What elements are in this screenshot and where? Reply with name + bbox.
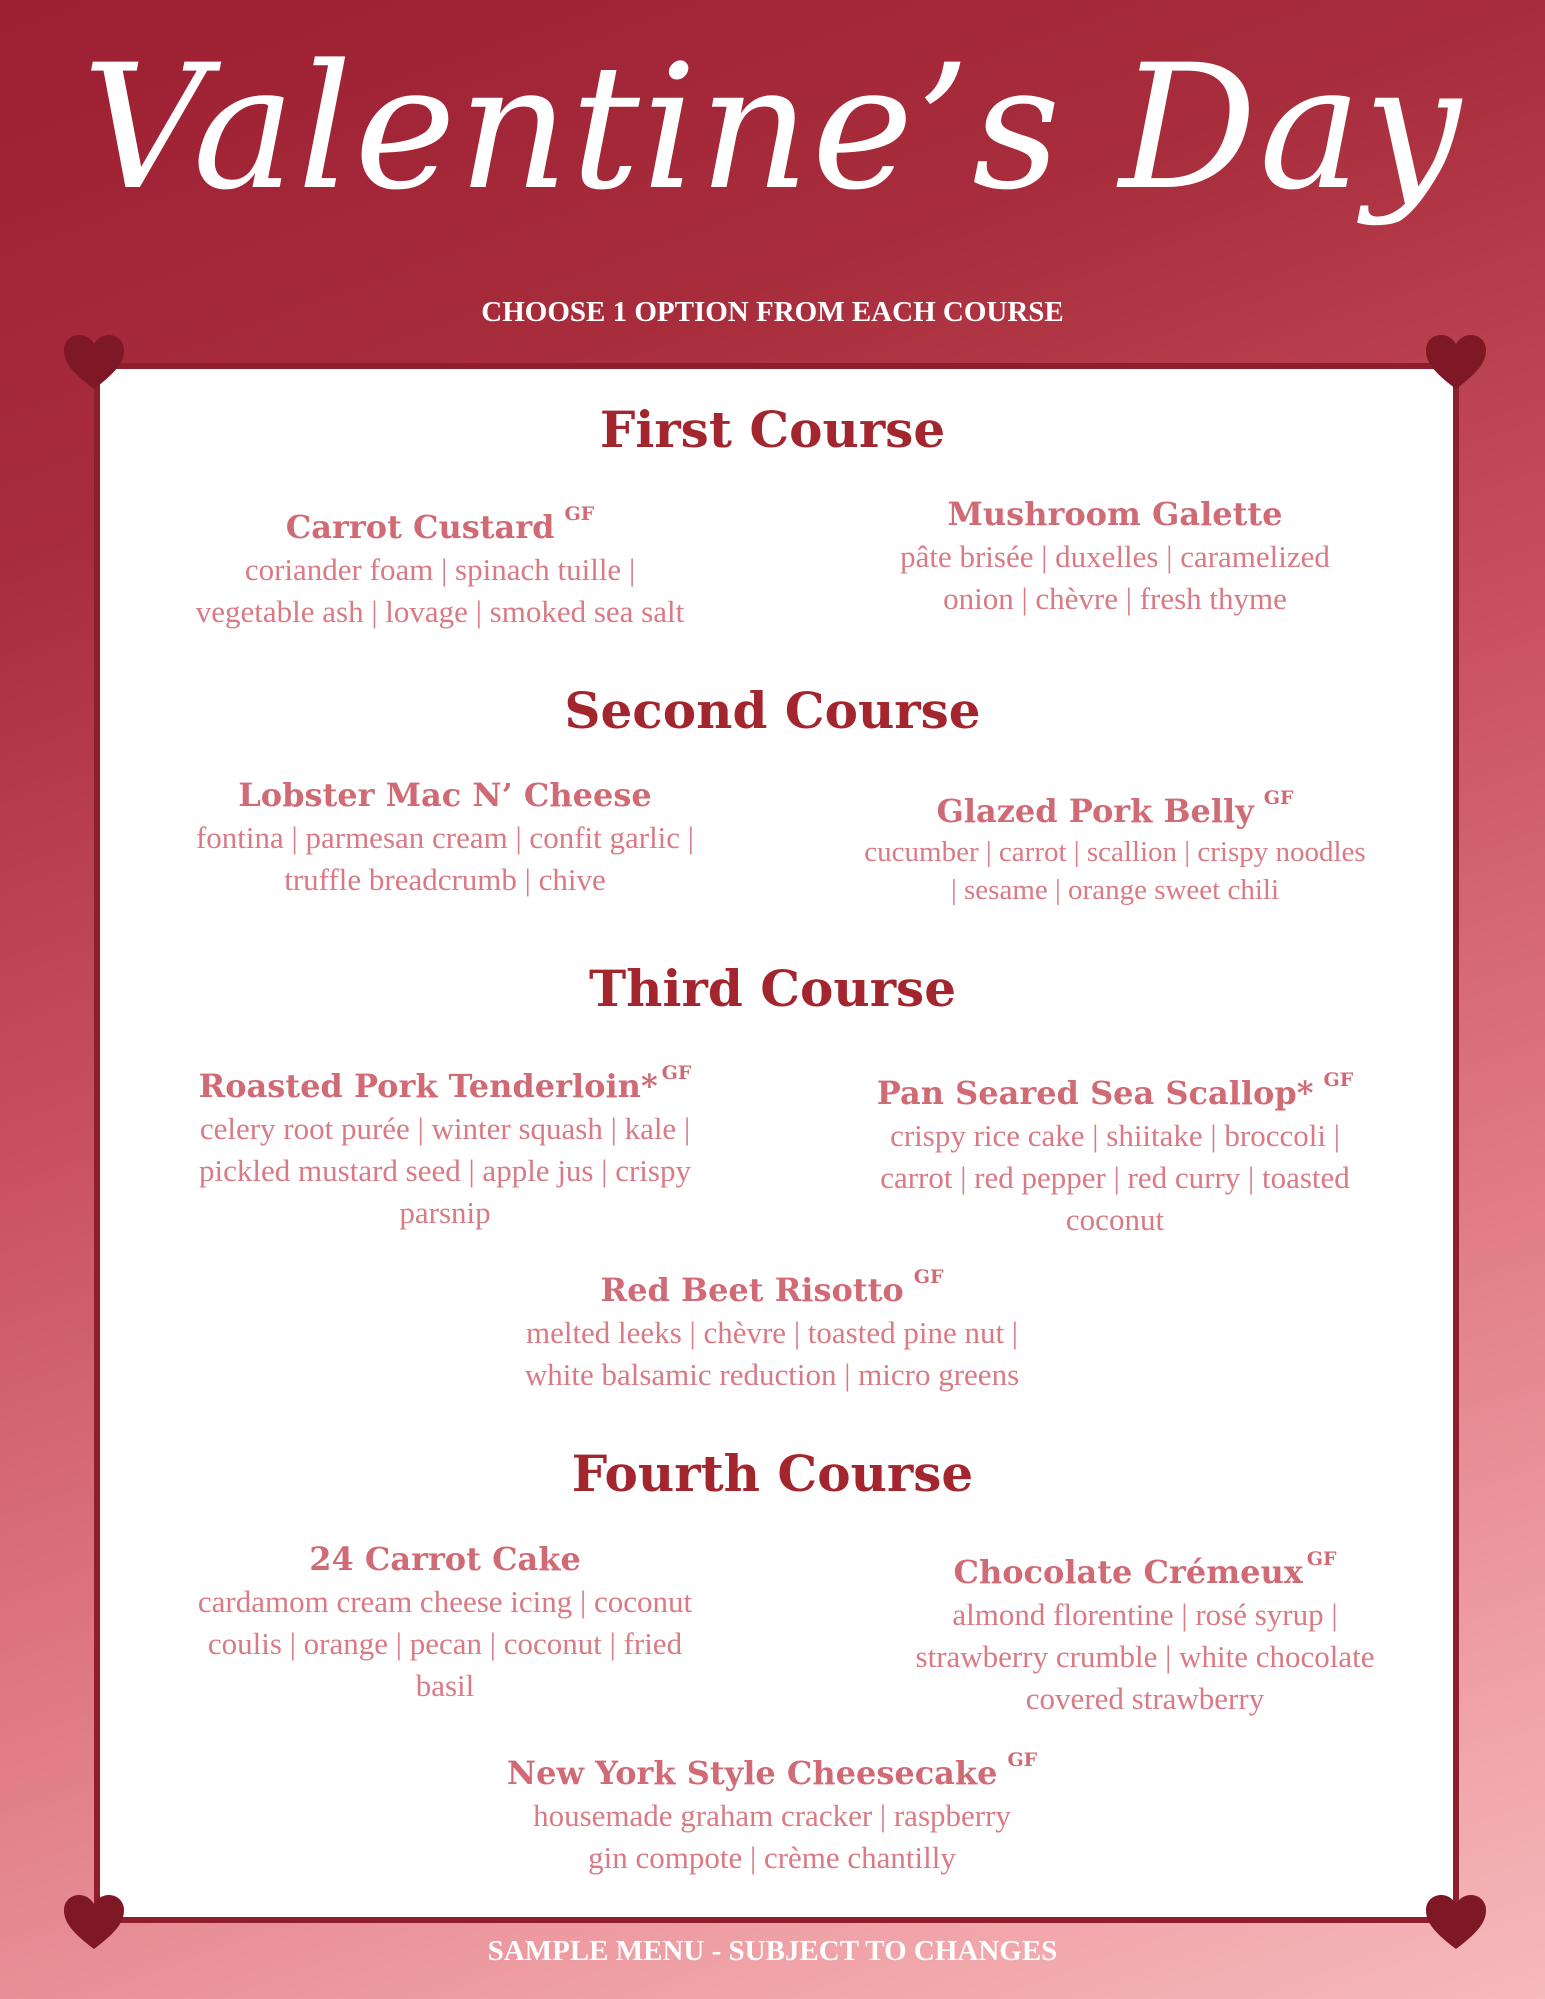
- dish-description: basil: [415, 1668, 475, 1703]
- menu-item: [140, 1537, 750, 1707]
- dish-name: New York Style Cheesecake: [506, 1754, 998, 1792]
- dish-description: crispy rice cake | shiitake | broccoli |: [890, 1118, 1340, 1153]
- dish-description: coriander foam | spinach tuille |: [244, 552, 636, 587]
- gluten-free-badge: GF: [913, 1266, 944, 1288]
- menu-item: [140, 773, 750, 901]
- gluten-free-badge: GF: [564, 503, 595, 525]
- gluten-free-badge: GF: [1306, 1548, 1337, 1570]
- dish-name: Mushroom Galette: [947, 495, 1283, 533]
- dish-name: Carrot Custard: [285, 508, 555, 546]
- menu-item: [815, 492, 1415, 620]
- dish-description: white balsamic reduction | micro greens: [524, 1357, 1020, 1392]
- dish-description: onion | chèvre | fresh thyme: [943, 581, 1287, 616]
- dish-description: vegetable ash | lovage | smoked sea salt: [195, 594, 685, 629]
- dish-name: 24 Carrot Cake: [309, 1540, 581, 1578]
- heart-icon: [1424, 333, 1488, 391]
- page-subtitle: CHOOSE 1 OPTION FROM EACH COURSE: [481, 296, 1064, 328]
- heart-icon: [62, 333, 126, 391]
- course-title: Fourth Course: [571, 1444, 974, 1503]
- menu-item: [462, 1255, 1082, 1396]
- dish-description: cucumber | carrot | scallion | crispy noodles: [864, 836, 1366, 868]
- dish-name: Pan Seared Sea Scallop*: [876, 1074, 1314, 1112]
- menu-item: [815, 776, 1415, 909]
- dish-description: coulis | orange | pecan | coconut | fried: [207, 1626, 683, 1661]
- dish-name: Red Beet Risotto: [600, 1271, 904, 1309]
- dish-description: fontina | parmesan cream | confit garlic |: [195, 820, 695, 855]
- dish-name: Chocolate Crémeux: [953, 1553, 1303, 1591]
- dish-description: gin compote | crème chantilly: [588, 1840, 956, 1875]
- gluten-free-badge: GF: [661, 1062, 692, 1084]
- menu-item: [815, 1058, 1415, 1241]
- dish-description: covered strawberry: [1025, 1681, 1265, 1716]
- dish-description: carrot | red pepper | red curry | toasted: [880, 1160, 1350, 1195]
- course-title: Second Course: [564, 681, 981, 740]
- page-title: Valentine’s Day: [82, 27, 1463, 228]
- dish-description: celery root purée | winter squash | kale |: [199, 1111, 691, 1146]
- dish-description: truffle breadcrumb | chive: [284, 862, 606, 897]
- menu-item: [462, 1738, 1082, 1879]
- dish-description: cardamom cream cheese icing | coconut: [197, 1584, 693, 1619]
- dish-description: housemade graham cracker | raspberry: [533, 1798, 1011, 1833]
- dish-name: Lobster Mac N’ Cheese: [238, 776, 652, 814]
- dish-description: parsnip: [399, 1195, 491, 1230]
- dish-description: melted leeks | chèvre | toasted pine nut |: [525, 1315, 1019, 1350]
- menu-item: [140, 492, 740, 633]
- menu-item: [140, 1051, 750, 1234]
- course-title: Third Course: [588, 959, 957, 1018]
- dish-description: almond florentine | rosé syrup |: [952, 1597, 1338, 1632]
- dish-description: pâte brisée | duxelles | caramelized: [900, 539, 1330, 574]
- dish-description: coconut: [1065, 1202, 1165, 1237]
- footer-note: SAMPLE MENU - SUBJECT TO CHANGES: [487, 1935, 1058, 1967]
- dish-description: strawberry crumble | white chocolate: [915, 1639, 1375, 1674]
- dish-name: Roasted Pork Tenderloin*: [198, 1067, 658, 1105]
- gluten-free-badge: GF: [1323, 1069, 1354, 1091]
- menu-item: [845, 1537, 1445, 1720]
- dish-name: Glazed Pork Belly: [936, 792, 1254, 830]
- dish-description: | sesame | orange sweet chili: [950, 874, 1280, 906]
- course-title: First Course: [599, 400, 946, 459]
- gluten-free-badge: GF: [1007, 1749, 1038, 1771]
- dish-description: pickled mustard seed | apple jus | crispy: [199, 1153, 691, 1188]
- gluten-free-badge: GF: [1263, 787, 1294, 809]
